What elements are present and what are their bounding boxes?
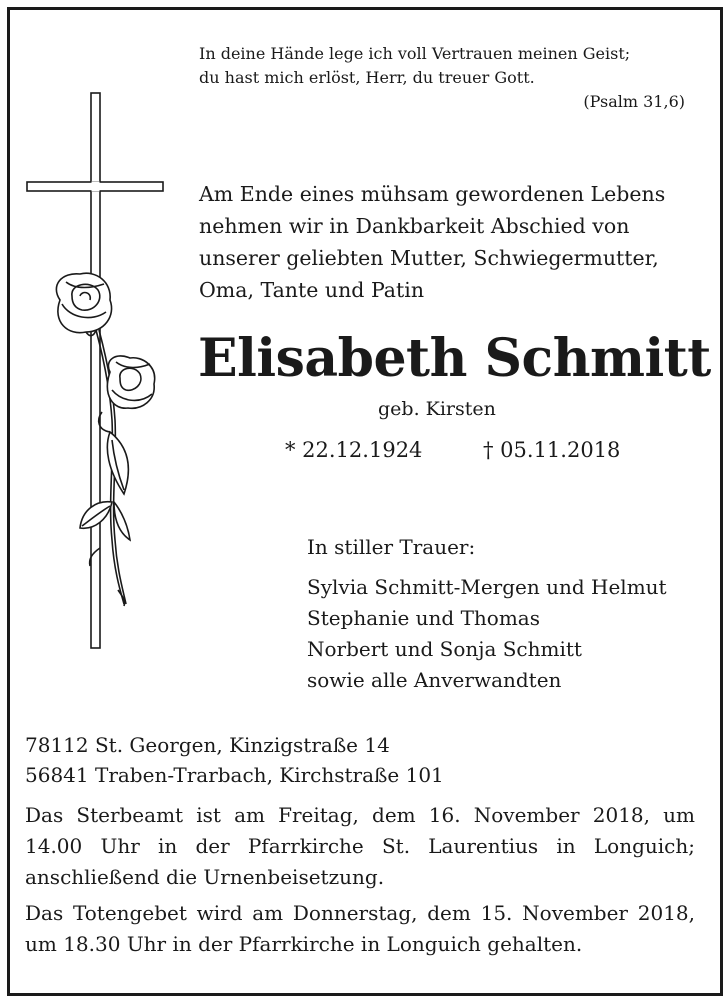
funeral-notice: Das Sterbeamt ist am Freitag, dem 16. November 2018, um 14.00 Uhr in der Pfarrkirche St. Laurentius in Longuich; anschließend die Urnenbeisetzung. [25,803,695,889]
address-line: 78112 St. Georgen, Kinzigstraße 14 [25,733,390,757]
psalm-line: du hast mich erlöst, Herr, du treuer Gott. [199,68,535,87]
address-line: 56841 Traben-Trarbach, Kirchstraße 101 [25,763,444,787]
prayer-notice: Das Totengebet wird am Donnerstag, dem 15. November 2018, um 18.30 Uhr in der Pfarrkirche in Longuich gehalten. [25,901,695,956]
psalm-reference: (Psalm 31,6) [583,92,685,111]
intro-line: Am Ende eines mühsam gewordenen Lebens [199,182,666,206]
mourners-heading: In stiller Trauer: [307,535,476,559]
rose-icon [107,356,154,408]
mourner-name: sowie alle Anverwandten [307,668,562,692]
mourner-name: Sylvia Schmitt-Mergen und Helmut [307,575,667,599]
addresses [25,730,444,790]
psalm-quote [199,42,685,114]
birth-date: * 22.12.1924 [285,438,423,462]
intro-line: nehmen wir in Dankbarkeit Abschied von [199,214,630,238]
mourner-name: Norbert und Sonja Schmitt [307,637,582,661]
mourner-name: Stephanie und Thomas [307,606,540,630]
rose-icon [56,273,111,335]
mourners-section [307,532,667,696]
death-date: † 05.11.2018 [483,438,621,462]
intro-line: unserer geliebten Mutter, Schwiegermutter, [199,246,659,270]
intro-line: Oma, Tante und Patin [199,278,425,302]
psalm-line: In deine Hände lege ich voll Vertrauen meinen Geist; [199,44,631,63]
cross-with-roses-illustration [0,0,180,660]
intro-text [199,178,665,306]
birth-name: geb. Kirsten [378,398,496,420]
deceased-name: Elisabeth Schmitt [198,328,711,389]
